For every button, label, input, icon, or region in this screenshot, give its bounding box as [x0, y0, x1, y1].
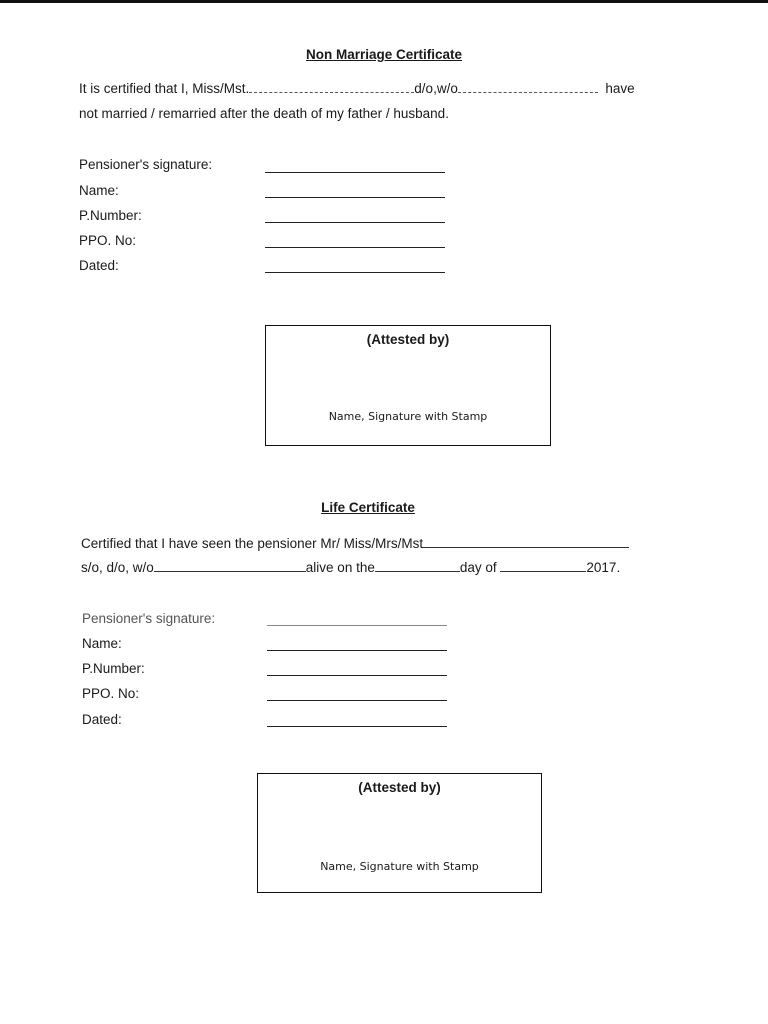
life-dated-line[interactable] [267, 726, 447, 727]
pensioner-name-blank[interactable] [423, 535, 629, 548]
statement-text-part1: It is certified that I, Miss/Mst. [79, 81, 250, 96]
relation-text: s/o, d/o, w/o [81, 560, 154, 575]
relation-blank[interactable] [154, 559, 306, 572]
life-p-number-label: P.Number: [82, 661, 145, 676]
statement-text-part3: have [605, 81, 635, 96]
day-of-text: day of [459, 560, 497, 575]
life-pensioner-signature-label: Pensioner's signature: [82, 611, 216, 626]
day-blank[interactable] [375, 559, 460, 572]
life-certificate-title: Life Certificate [321, 500, 415, 515]
life-statement-line1 [81, 535, 629, 551]
ppo-no-label: PPO. No: [79, 233, 137, 248]
attestation-box [265, 325, 551, 446]
life-statement-line2 [81, 559, 620, 575]
life-name-line[interactable] [267, 650, 447, 651]
life-dated-label: Dated: [82, 712, 122, 727]
name-label: Name: [79, 183, 119, 198]
p-number-line[interactable] [265, 222, 445, 223]
non-marriage-statement-line2: not married / remarried after the death of my father / husband. [79, 106, 449, 121]
relation-name-blank[interactable] [458, 80, 598, 93]
statement-text-part2: d/o,w/o [414, 81, 458, 96]
life-attestation-box [257, 773, 542, 893]
alive-on-text: alive on the [305, 560, 375, 575]
non-marriage-title: Non Marriage Certificate [305, 47, 463, 62]
life-attest-signature-label: Name, Signature with Stamp [320, 860, 479, 873]
dated-line[interactable] [265, 272, 445, 273]
non-marriage-statement-line1 [79, 80, 635, 96]
dated-label: Dated: [79, 258, 119, 273]
life-p-number-line[interactable] [267, 675, 447, 676]
name-blank[interactable] [249, 80, 414, 93]
life-ppo-no-label: PPO. No: [82, 686, 140, 701]
pensioner-signature-line[interactable] [265, 172, 445, 173]
ppo-no-line[interactable] [265, 247, 445, 248]
life-pensioner-signature-line[interactable] [267, 625, 447, 626]
scan-top-edge [0, 0, 768, 3]
attest-signature-label: Name, Signature with Stamp [328, 410, 488, 423]
life-ppo-no-line[interactable] [267, 700, 447, 701]
name-line[interactable] [265, 197, 445, 198]
life-attested-by-label: (Attested by) [358, 780, 441, 795]
p-number-label: P.Number: [79, 208, 142, 223]
year-text: 2017. [586, 560, 621, 575]
life-name-label: Name: [82, 636, 122, 651]
life-statement-text: Certified that I have seen the pensioner Mr/ Miss/Mrs/Mst [81, 536, 424, 551]
pensioner-signature-label: Pensioner's signature: [79, 157, 213, 172]
month-blank[interactable] [500, 559, 586, 572]
attested-by-label: (Attested by) [366, 332, 450, 347]
